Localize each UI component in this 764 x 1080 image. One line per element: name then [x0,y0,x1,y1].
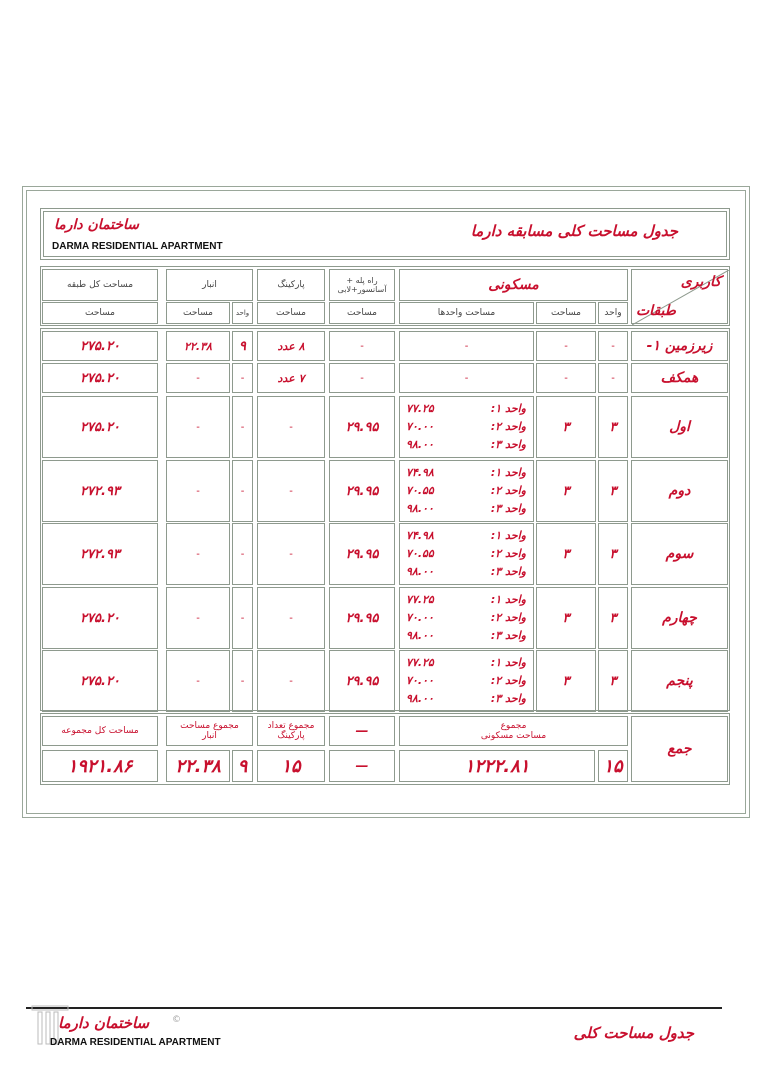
storage-unit-value: - [240,372,245,384]
unit-line [406,545,526,563]
stairs-cell [329,523,395,585]
usage-floor-header [631,269,728,324]
totals-label: جمع [667,741,692,757]
unit-list [406,527,526,581]
unit-area: ۷۰.۰۰ [406,420,434,433]
stairs-cell [329,331,395,361]
unit-header [598,302,628,324]
unit-line [406,609,526,627]
res-total-area-cell [399,750,595,782]
storage-unit-cell [232,587,253,649]
storage-area-cell [166,587,230,649]
parking-label: پارکینگ [277,280,305,290]
res-total-label-cell [399,716,628,746]
area-cell [536,650,596,712]
parking-cell [257,396,325,458]
area-value: ۳ [562,673,570,689]
storage-area-cell [166,331,230,361]
unit-area: ۹۸.۰۰ [406,629,434,642]
unit-value: - [611,372,615,384]
area-value: ۳ [562,419,570,435]
storage-area-cell [166,523,230,585]
storage-unit-value: - [240,485,245,497]
unit-cell [598,460,628,522]
parking-cell [257,650,325,712]
storage-total-unit: ۹ [237,755,248,777]
parking-cell [257,363,325,393]
floor-name: پنجم [666,673,693,689]
storage-unit-cell [232,650,253,712]
totals-label-cell [631,716,728,782]
parking-cell [257,460,325,522]
unit-area: ۷۴.۹۸ [406,466,434,479]
unit-cell [598,587,628,649]
unit-list [406,400,526,454]
storage-area-value: - [196,372,200,384]
floor-cell [631,460,728,522]
floor-total-cell [42,396,158,458]
units-cell [399,331,534,361]
storage-area-value: - [196,485,200,497]
floor-total-cell [42,460,158,522]
units-cell [399,650,534,712]
unit-list [406,654,526,708]
usage-header: کاربری [680,274,721,290]
unit-label: واحد ۳: [490,438,526,451]
stairs-cell [329,587,395,649]
res-total-units-cell [598,750,628,782]
floor-total-cell [42,363,158,393]
unit-cell [598,331,628,361]
storage-header [166,269,253,301]
storage-area-value: - [196,612,200,624]
unit-cell [598,650,628,712]
unit-area: ۷۴.۹۸ [406,529,434,542]
stairs-total-label-cell [329,716,395,746]
unit-value: ۳ [609,546,617,562]
floor-total-area-header [42,302,158,324]
parking-total-label-cell [257,716,325,746]
stairs-label: راه پله + آسانسور+لابی [337,276,387,294]
units-cell [399,587,534,649]
storage-area-cell [166,650,230,712]
area-value: ۳ [562,610,570,626]
storage-unit-cell [232,523,253,585]
page-title: جدول مساحت کلی مسابقه دارما [470,222,678,240]
stairs-cell [329,396,395,458]
unit-value: ۳ [609,419,617,435]
area-value: - [564,340,568,352]
unit-label: واحد ۲: [490,420,526,433]
floor-total-header [42,269,158,301]
unit-label: واحد [604,308,622,318]
storage-unit-label: واحد [235,309,250,317]
parking-value: - [289,485,293,497]
unit-value: - [611,340,615,352]
storage-total-area: ۲۲.۳۸ [175,755,221,777]
building-name: ساختمان دارما [54,217,140,233]
unit-line [406,672,526,690]
unit-label: واحد ۱: [490,656,526,669]
units-dash: - [464,340,469,352]
res-total-label-2: مساحت مسکونی [480,731,547,741]
unit-line [406,591,526,609]
floor-total-value: ۲۷۵.۲۰ [80,673,120,689]
parking-value: ۸ عدد [277,339,305,353]
stairs-total-value: — [355,758,369,774]
res-total-units: ۱۵ [603,755,623,777]
storage-area-label: مساحت [183,308,213,318]
parking-cell [257,331,325,361]
storage-unit-value: - [240,675,245,687]
english-name: DARMA RESIDENTIAL APARTMENT [52,241,223,252]
unit-cell [598,523,628,585]
storage-unit-header [232,302,253,324]
res-total-label-1: مجموع [500,721,527,731]
storage-total-label-cell [166,716,253,746]
parking-area-label: مساحت [276,308,306,318]
unit-line [406,436,526,454]
parking-total-label-2: پارکینگ [277,731,305,741]
floor-name: چهارم [662,610,697,626]
units-cell [399,363,534,393]
floor-total-cell [42,331,158,361]
unit-list [406,464,526,518]
res-total-area: ۱۲۲۲.۸۱ [464,755,530,777]
unit-area: ۷۰.۵۵ [406,484,434,497]
floors-header: طبقات [636,303,676,319]
footer-logo: ساختمان دارما [58,1014,150,1032]
unit-value: ۳ [609,483,617,499]
area-label: مساحت [551,308,581,318]
unit-line [406,627,526,645]
floor-total-value: ۲۷۵.۲۰ [80,419,120,435]
floor-total-value: ۲۷۵.۲۰ [80,370,120,386]
unit-label: واحد ۳: [490,565,526,578]
floor-cell [631,396,728,458]
storage-total-area-cell [166,750,230,782]
stairs-value: ۲۹.۹۵ [345,610,379,626]
grand-total-label-cell [42,716,158,746]
floor-total-cell [42,587,158,649]
parking-total-label-1: مجموع تعداد [267,721,315,731]
storage-area-value: - [196,675,200,687]
grand-total-label: مساحت کل مجموعه [61,726,139,736]
storage-total-label-1: مجموع مساحت [180,721,239,731]
storage-area-cell [166,363,230,393]
parking-total-value-cell [257,750,325,782]
parking-area-header [257,302,325,324]
floor-total-area-label: مساحت [85,308,115,318]
units-cell [399,523,534,585]
stairs-total-label: — [355,723,369,739]
area-header [536,302,596,324]
area-cell [536,396,596,458]
parking-value: - [289,612,293,624]
stairs-value: ۲۹.۹۵ [345,673,379,689]
storage-unit-value: - [240,548,245,560]
units-cell [399,460,534,522]
floor-cell [631,331,728,361]
parking-header [257,269,325,301]
unit-label: واحد ۲: [490,484,526,497]
grand-total-value-cell [42,750,158,782]
floor-cell [631,650,728,712]
unit-label: واحد ۳: [490,692,526,705]
unit-label: واحد ۱: [490,529,526,542]
stairs-cell [329,460,395,522]
floor-total-value: ۲۷۲.۹۳ [80,546,120,562]
unit-line [406,400,526,418]
unit-label: واحد ۲: [490,674,526,687]
unit-label: واحد ۲: [490,547,526,560]
unit-list [406,591,526,645]
units-area-header [399,302,534,324]
unit-label: واحد ۱: [490,593,526,606]
area-cell [536,363,596,393]
storage-total-label-2: انبار [202,731,217,741]
footer-divider [26,1007,722,1009]
copyright-mark: © [172,1015,181,1025]
floor-total-value: ۲۷۲.۹۳ [80,483,120,499]
units-dash: - [464,372,469,384]
unit-area: ۷۰.۰۰ [406,611,434,624]
stairs-value: ۲۹.۹۵ [345,483,379,499]
area-value: ۳ [562,546,570,562]
unit-cell [598,363,628,393]
unit-line [406,482,526,500]
unit-label: واحد ۳: [490,502,526,515]
floor-name: همکف [660,370,699,386]
unit-line [406,527,526,545]
unit-value: ۳ [609,673,617,689]
storage-unit-value: - [240,421,245,433]
storage-total-unit-cell [232,750,253,782]
unit-line [406,464,526,482]
unit-area: ۹۸.۰۰ [406,565,434,578]
parking-value: - [289,421,293,433]
unit-label: واحد ۲: [490,611,526,624]
floor-cell [631,523,728,585]
unit-area: ۷۰.۵۵ [406,547,434,560]
unit-line [406,563,526,581]
unit-value: ۳ [609,610,617,626]
floor-name: دوم [668,483,691,499]
units-cell [399,396,534,458]
storage-area-cell [166,396,230,458]
floor-total-value: ۲۷۵.۲۰ [80,610,120,626]
storage-area-value: - [196,548,200,560]
storage-unit-value: - [240,612,245,624]
unit-area: ۹۸.۰۰ [406,502,434,515]
unit-line [406,690,526,708]
stairs-header [329,269,395,301]
parking-value: - [289,675,293,687]
floor-cell [631,587,728,649]
storage-unit-cell [232,396,253,458]
stairs-cell [329,650,395,712]
storage-area-cell [166,460,230,522]
parking-value: - [289,548,293,560]
area-cell [536,523,596,585]
floor-total-label: مساحت کل طبقه [66,280,134,290]
storage-area-value: - [196,421,200,433]
floor-name: زیرزمین ۱- [646,338,713,354]
unit-label: واحد ۱: [490,466,526,479]
unit-label: واحد ۳: [490,629,526,642]
units-area-label: مساحت واحدها [437,308,496,318]
parking-cell [257,523,325,585]
stairs-area-label: مساحت [347,308,377,318]
unit-line [406,500,526,518]
floor-total-cell [42,650,158,712]
stairs-value: - [360,372,364,384]
floor-total-cell [42,523,158,585]
storage-label: انبار [202,280,217,290]
floor-cell [631,363,728,393]
parking-value: ۷ عدد [277,371,305,385]
stairs-value: ۲۹.۹۵ [345,546,379,562]
stairs-area-header [329,302,395,324]
residential-header [399,269,628,301]
stairs-cell [329,363,395,393]
residential-label: مسکونی [488,277,539,293]
unit-label: واحد ۱: [490,402,526,415]
floor-total-value: ۲۷۵.۲۰ [80,338,120,354]
grand-total-value: ۱۹۲۱.۸۶ [67,755,133,777]
stairs-value: ۲۹.۹۵ [345,419,379,435]
area-cell [536,460,596,522]
storage-unit-cell [232,363,253,393]
floor-name: سوم [665,546,694,562]
unit-cell [598,396,628,458]
area-cell [536,587,596,649]
floor-name: اول [669,419,690,435]
storage-area-header [166,302,230,324]
stairs-total-value-cell [329,750,395,782]
area-cell [536,331,596,361]
storage-unit-cell [232,331,253,361]
unit-area: ۷۷.۲۵ [406,402,434,415]
area-value: ۳ [562,483,570,499]
area-value: - [564,372,568,384]
stairs-value: - [360,340,364,352]
unit-area: ۹۸.۰۰ [406,692,434,705]
unit-area: ۹۸.۰۰ [406,438,434,451]
storage-unit-value: ۹ [239,338,246,354]
parking-total-value: ۱۵ [281,755,301,777]
unit-area: ۷۷.۲۵ [406,656,434,669]
footer-english: DARMA RESIDENTIAL APARTMENT [50,1037,221,1048]
unit-area: ۷۰.۰۰ [406,674,434,687]
footer-title: جدول مساحت کلی [573,1024,694,1042]
unit-line [406,654,526,672]
unit-line [406,418,526,436]
storage-area-value: ۲۲.۳۸ [184,339,212,353]
parking-cell [257,587,325,649]
unit-area: ۷۷.۲۵ [406,593,434,606]
storage-unit-cell [232,460,253,522]
